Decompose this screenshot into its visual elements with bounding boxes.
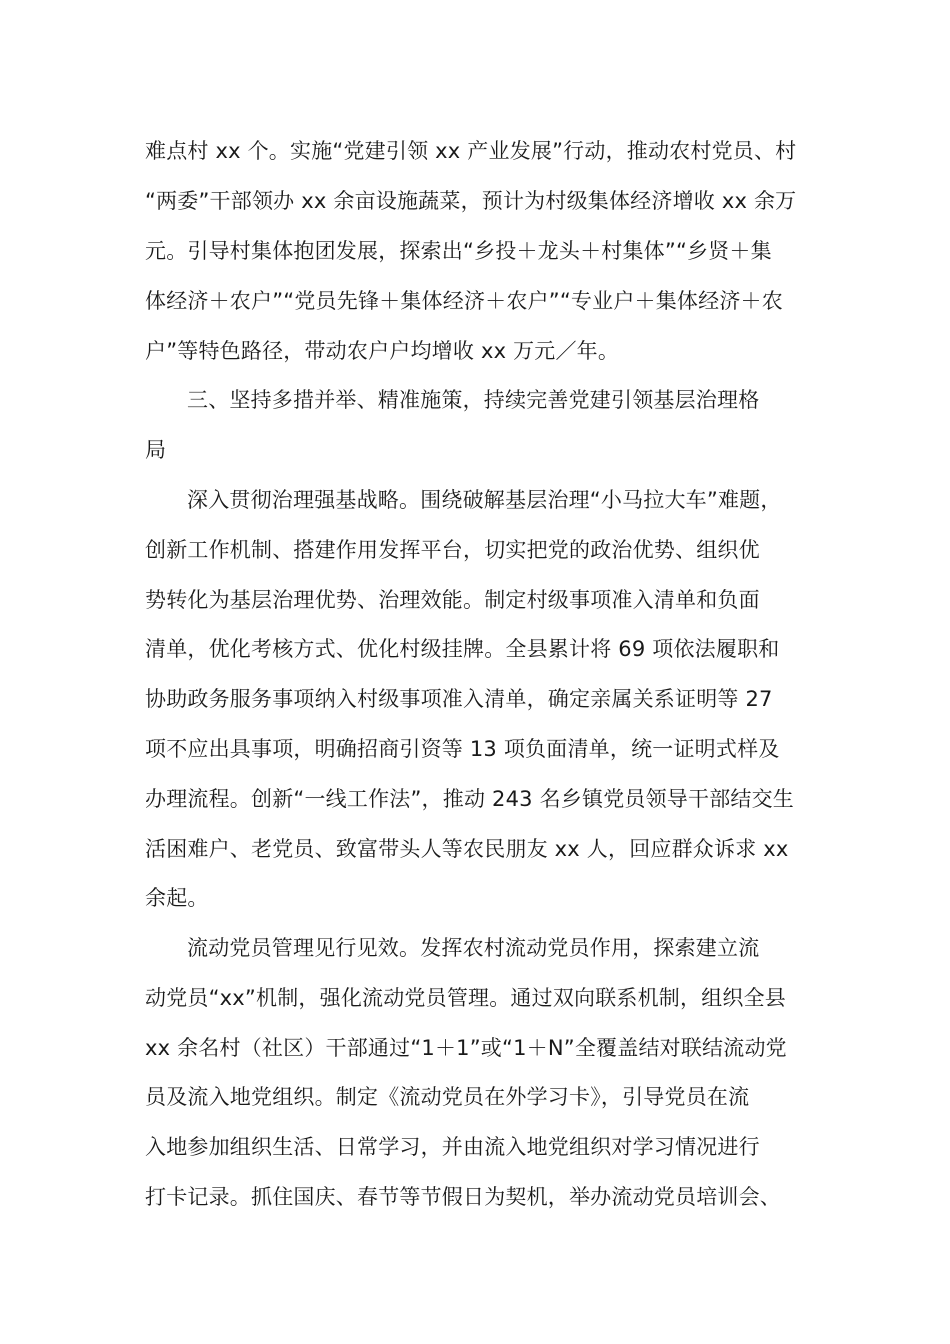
text-line-22: 打卡记录。抓住国庆、春节等节假日为契机，举办流动党员培训会、 [145,1185,781,1209]
text-line-3: 元。引导村集体抱团发展，探索出“乡投＋龙头＋村集体”“乡贤＋集 [145,239,772,263]
section-heading-line-2: 局 [145,438,167,462]
text-line-18: 动党员“xx”机制，强化流动党员管理。通过双向联系机制，组织全县 [145,986,787,1010]
text-line-17: 流动党员管理见行见效。发挥农村流动党员作用，探索建立流 [187,936,760,960]
text-line-2: “两委”干部领办 xx 余亩设施蔬菜，预计为村级集体经济增收 xx 余万 [145,189,797,213]
text-line-8: 深入贯彻治理强基战略。围绕破解基层治理“小马拉大车”难题， [187,488,782,512]
text-line-20: 员及流入地党组织。制定《流动党员在外学习卡》，引导党员在流 [145,1085,750,1109]
text-line-10: 势转化为基层治理优势、治理效能。制定村级事项准入清单和负面 [145,588,760,612]
text-line-19: xx 余名村（社区）干部通过“1＋1”或“1＋N”全覆盖结对联结流动党 [145,1036,787,1060]
text-line-15: 活困难户、老党员、致富带头人等农民朋友 xx 人，回应群众诉求 xx [145,837,789,861]
text-line-12: 协助政务服务事项纳入村级事项准入清单，确定亲属关系证明等 27 [145,687,773,711]
text-line-9: 创新工作机制、搭建作用发挥平台，切实把党的政治优势、组织优 [145,538,760,562]
text-line-1: 难点村 xx 个。实施“党建引领 xx 产业发展”行动，推动农村党员、村 [145,139,797,163]
section-heading-line-1: 三、坚持多措并举、精准施策，持续完善党建引领基层治理格 [187,388,760,412]
text-line-11: 清单，优化考核方式、优化村级挂牌。全县累计将 69 项依法履职和 [145,637,780,661]
text-line-5: 户”等特色路径，带动农户户均增收 xx 万元／年。 [145,339,620,363]
text-line-13: 项不应出具事项，明确招商引资等 13 项负面清单，统一证明式样及 [145,737,780,761]
text-line-4: 体经济＋农户”“党员先锋＋集体经济＋农户”“专业户＋集体经济＋农 [145,289,783,313]
text-line-21: 入地参加组织生活、日常学习，并由流入地党组织对学习情况进行 [145,1135,760,1159]
text-line-16: 余起。 [145,886,209,910]
text-line-14: 办理流程。创新“一线工作法”，推动 243 名乡镇党员领导干部结交生 [145,787,794,811]
